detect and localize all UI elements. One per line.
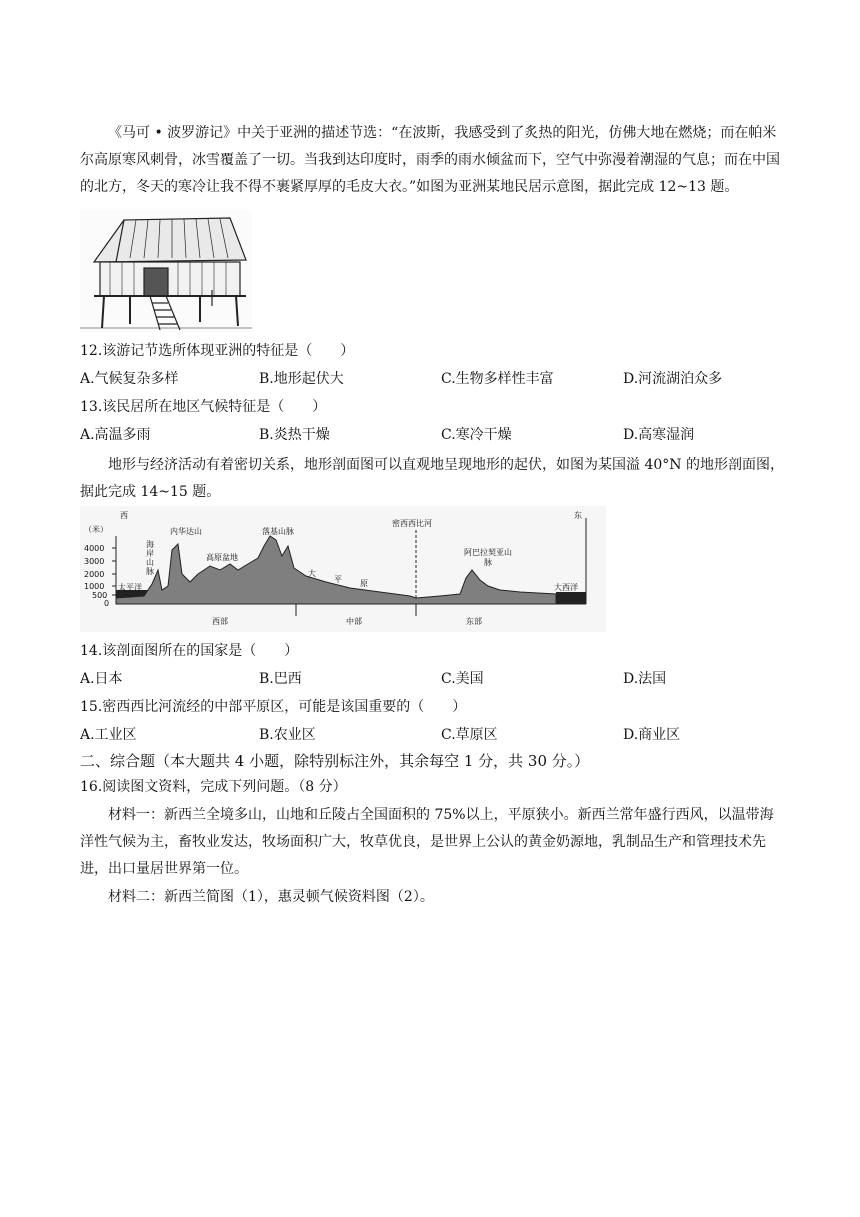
q15-option-a[interactable]: A.工业区 [80, 727, 137, 743]
q15-option-b[interactable]: B.农业区 [259, 727, 316, 743]
q13-option-d[interactable]: D.高寒湿润 [623, 427, 695, 443]
ytick-0: 0 [104, 599, 110, 608]
q14-option-d[interactable]: D.法国 [623, 671, 667, 687]
plain-char-2: 平 [334, 575, 342, 584]
q15-option-c[interactable]: C.草原区 [441, 727, 498, 743]
q14-option-a[interactable]: A.日本 [80, 671, 123, 687]
section-2-heading: 二、综合题（本大题共 4 小题，除特别标注外，其余每空 1 分，共 30 分。） [80, 752, 590, 770]
plain-char-1: 大 [308, 569, 316, 578]
profile-unit: （米） [84, 525, 108, 534]
q13-option-c[interactable]: C.寒冷干燥 [441, 427, 512, 443]
profile-west-label: 西 [120, 511, 128, 520]
q14-option-b[interactable]: B.巴西 [259, 671, 302, 687]
question-14-stem: 14.该剖面图所在的国家是（ ） [80, 643, 299, 659]
passage-terrain-profile: 地形与经济活动有着密切关系，地形剖面图可以直观地呈现地形的起伏，如图为某国溢 40°N 的地形剖面图，据此完成 14~15 题。 [80, 457, 784, 500]
stilt-house-figure [80, 210, 252, 332]
mississippi-label: 密西西比河 [392, 519, 432, 528]
terrain-profile-figure [80, 506, 606, 632]
ytick-1000: 1000 [84, 582, 105, 591]
pacific-label: 太平洋 [118, 583, 142, 592]
question-16-stem: 16.阅读图文资料，完成下列问题。（8 分） [80, 779, 347, 795]
q12-option-d[interactable]: D.河流湖泊众多 [623, 371, 723, 387]
ytick-4000: 4000 [84, 544, 105, 553]
appalachian-label: 阿巴拉契亚山脉 [464, 548, 512, 567]
ytick-3000: 3000 [84, 557, 105, 566]
profile-east-label: 东 [574, 511, 582, 520]
sierra-label: 内华达山 [170, 527, 202, 536]
region-east: 东部 [466, 617, 482, 626]
rockies-label: 落基山脉 [262, 527, 294, 536]
plateau-label: 高原盆地 [206, 553, 238, 562]
region-west: 西部 [212, 617, 228, 626]
q15-option-d[interactable]: D.商业区 [623, 727, 681, 743]
ytick-500: 500 [92, 591, 108, 600]
atlantic-label: 大西洋 [554, 583, 578, 592]
region-central: 中部 [346, 617, 362, 626]
q14-option-c[interactable]: C.美国 [441, 671, 484, 687]
q12-option-b[interactable]: B.地形起伏大 [259, 371, 344, 387]
passage-marco-polo: 《马可 • 波罗游记》中关于亚洲的描述节选：“在波斯，我感受到了炙热的阳光，仿佛大地在燃烧；而在帕米尔高原寒风刺骨，冰雪覆盖了一切。当我到达印度时，雨季的雨水倾盆而下，空气中弥漫着潮湿的气息；而在中国的北方，冬天的寒冷让我不得不裹紧厚厚的毛皮大衣。”如图为亚洲某地民居示意图，据此完成 12~13 题。 [80, 125, 780, 195]
material-2: 材料二：新西兰简图（1），惠灵顿气候资料图（2）。 [108, 889, 434, 905]
q13-option-a[interactable]: A.高温多雨 [80, 427, 151, 443]
question-15-stem: 15.密西西比河流经的中部平原区，可能是该国重要的（ ） [80, 699, 467, 715]
q12-option-c[interactable]: C.生物多样性丰富 [441, 371, 554, 387]
material-1: 材料一：新西兰全境多山，山地和丘陵占全国面积的 75%以上，平原狭小。新西兰常年盛行西风，以温带海洋性气候为主，畜牧业发达，牧场面积广大，牧草优良，是世界上公认的黄金奶源地，乳制品生产和管理技术先进，出口量居世界第一位。 [80, 807, 774, 877]
question-12-stem: 12.该游记节选所体现亚洲的特征是（ ） [80, 343, 355, 359]
ytick-2000: 2000 [84, 570, 105, 579]
question-13-stem: 13.该民居所在地区气候特征是（ ） [80, 399, 327, 415]
plain-char-3: 原 [360, 579, 368, 588]
q12-option-a[interactable]: A.气候复杂多样 [80, 371, 179, 387]
coast-range-label: 海岸山脉 [146, 540, 154, 576]
q13-option-b[interactable]: B.炎热干燥 [259, 427, 330, 443]
